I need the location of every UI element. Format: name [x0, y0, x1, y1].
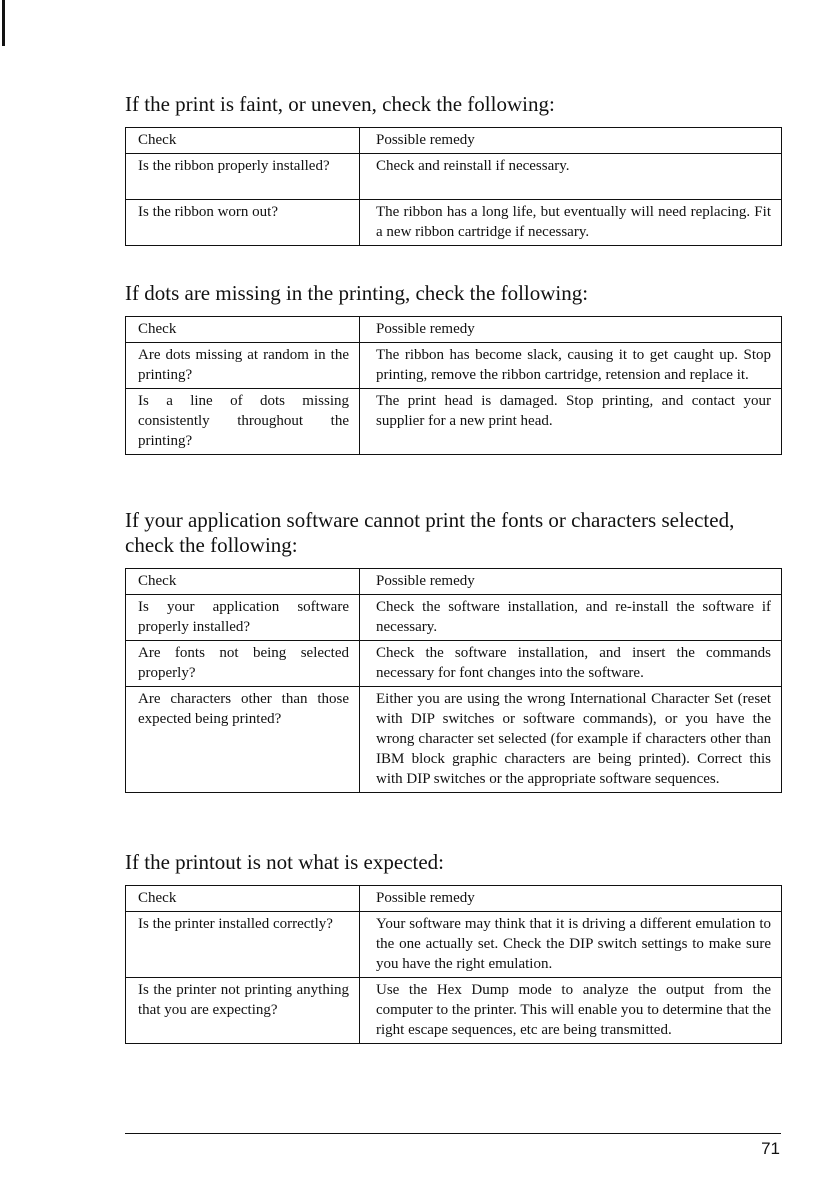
check-cell: Are dots missing at random in the printing? [126, 343, 360, 389]
section-heading: If your application software cannot print the fonts or characters selected, check the following: [125, 508, 735, 557]
table-row [126, 595, 782, 641]
check-cell: Is a line of dots missing consistently throughout the printing? [126, 389, 360, 455]
remedy-cell: The ribbon has become slack, causing it to get caught up. Stop printing, remove the ribbon cartridge, retension and replace it. [360, 343, 782, 389]
section-fonts-characters [125, 508, 781, 793]
column-header-remedy: Possible remedy [360, 886, 782, 912]
column-header-check: Check [126, 886, 360, 912]
table-row [126, 641, 782, 687]
check-cell: Is the ribbon properly installed? [126, 154, 360, 200]
column-header-remedy: Possible remedy [360, 569, 782, 595]
section-missing-dots [125, 281, 781, 455]
troubleshooting-table [125, 568, 782, 793]
troubleshooting-table [125, 885, 782, 1044]
check-cell: Is the printer installed correctly? [126, 912, 360, 978]
table-row [126, 154, 782, 200]
table-header-row [126, 317, 782, 343]
table-row [126, 912, 782, 978]
check-cell: Is your application software properly installed? [126, 595, 360, 641]
page-number: 71 [761, 1139, 780, 1158]
table-header-row [126, 569, 782, 595]
column-header-remedy: Possible remedy [360, 128, 782, 154]
column-header-check: Check [126, 128, 360, 154]
section-heading: If the printout is not what is expected: [125, 850, 445, 874]
troubleshooting-table [125, 127, 782, 246]
column-header-check: Check [126, 569, 360, 595]
remedy-cell: Check and reinstall if necessary. [360, 154, 782, 200]
column-header-check: Check [126, 317, 360, 343]
check-cell: Is the ribbon worn out? [126, 200, 360, 246]
column-header-remedy: Possible remedy [360, 317, 782, 343]
section-faint-print [125, 92, 781, 246]
remedy-cell: Either you are using the wrong International Character Set (reset with DIP switches or software commands), or you have the wrong character set selected (for example if characters other than IBM block graphic characters are being printed). Correct this with DIP switches or the appropriate software sequences. [360, 687, 782, 793]
section-unexpected-printout [125, 850, 781, 1044]
binding-margin-mark [2, 0, 5, 46]
remedy-cell: The ribbon has a long life, but eventually will need replacing. Fit a new ribbon cartridge if necessary. [360, 200, 782, 246]
table-row [126, 978, 782, 1044]
table-header-row [126, 886, 782, 912]
remedy-cell: Your software may think that it is driving a different emulation to the one actually set. Check the DIP switch settings to make sure you have the right emulation. [360, 912, 782, 978]
remedy-cell: Use the Hex Dump mode to analyze the output from the computer to the printer. This will enable you to determine that the right escape sequences, etc are being transmitted. [360, 978, 782, 1044]
remedy-cell: Check the software installation, and re-install the software if necessary. [360, 595, 782, 641]
remedy-cell: Check the software installation, and insert the commands necessary for font changes into the software. [360, 641, 782, 687]
footer-rule [125, 1133, 781, 1134]
section-heading: If dots are missing in the printing, check the following: [125, 281, 589, 305]
table-header-row [126, 128, 782, 154]
section-heading: If the print is faint, or uneven, check the following: [125, 92, 555, 116]
check-cell: Are characters other than those expected being printed? [126, 687, 360, 793]
table-row [126, 389, 782, 455]
check-cell: Is the printer not printing anything that you are expecting? [126, 978, 360, 1044]
table-row [126, 687, 782, 793]
check-cell: Are fonts not being selected properly? [126, 641, 360, 687]
table-row [126, 343, 782, 389]
troubleshooting-table [125, 316, 782, 455]
table-row [126, 200, 782, 246]
remedy-cell: The print head is damaged. Stop printing, and contact your supplier for a new print head. [360, 389, 782, 455]
